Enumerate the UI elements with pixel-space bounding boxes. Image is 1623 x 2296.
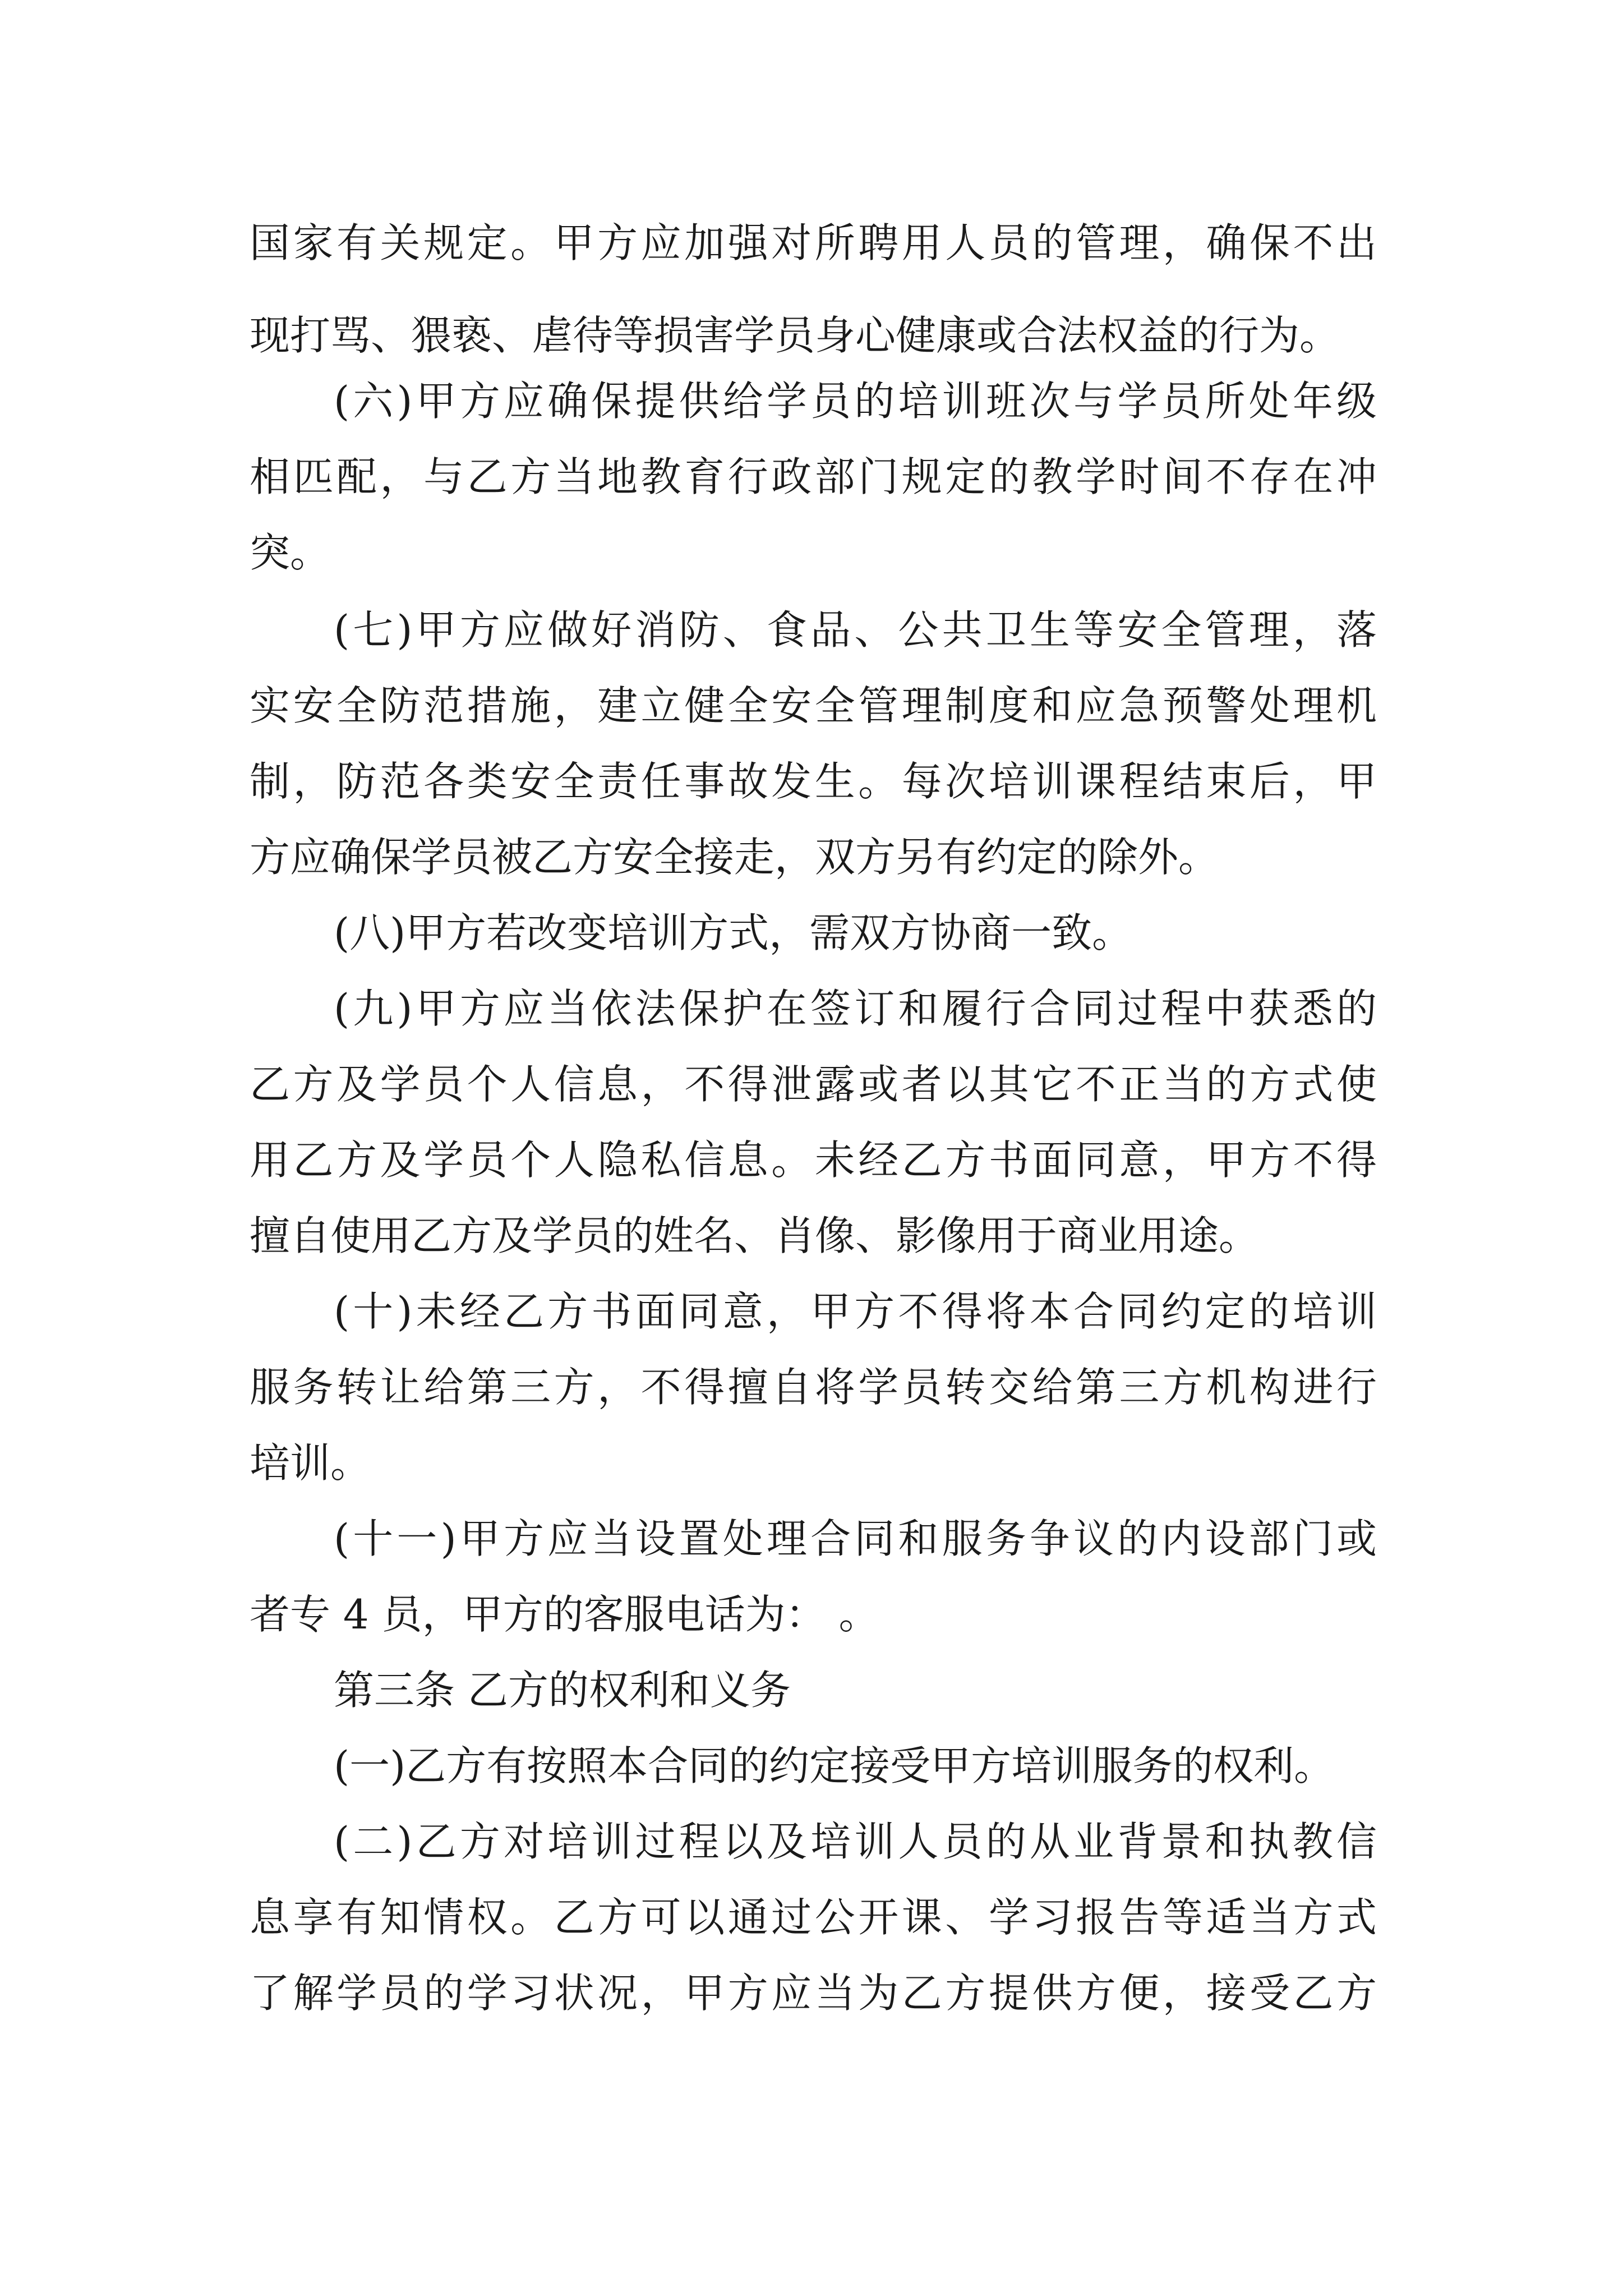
text-line: 者专 4 员，甲方的客服电话为： 。 <box>250 1591 879 1638</box>
text-line: 突。 <box>250 529 331 576</box>
text-line: 相匹配，与乙方当地教育行政部门规定的教学时间不存在冲 <box>250 453 1377 500</box>
text-line: 实安全防范措施，建立健全安全管理制度和应急预警处理机 <box>250 682 1377 729</box>
text-line: 国家有关规定。甲方应加强对所聘用人员的管理，确保不出 <box>250 219 1377 266</box>
text-line: (八)甲方若改变培训方式，需双方协商一致。 <box>334 909 1133 956</box>
text-line: 服务转让给第三方，不得擅自将学员转交给第三方机构进行 <box>250 1364 1377 1411</box>
text-line: (七)甲方应做好消防、食品、公共卫生等安全管理，落 <box>334 606 1377 654</box>
text-line: 培训。 <box>250 1439 371 1487</box>
text-line: 擅自使用乙方及学员的姓名、肖像、影像用于商业用途。 <box>250 1212 1260 1259</box>
text-line: (二)乙方对培训过程以及培训人员的从业背景和执教信 <box>334 1818 1377 1865</box>
text-line: (六)甲方应确保提供给学员的培训班次与学员所处年级 <box>334 378 1377 425</box>
text-line: 现打骂、猥亵、虐待等损害学员身心健康或合法权益的行为。 <box>250 312 1340 359</box>
text-line: (一)乙方有按照本合同的约定接受甲方培训服务的权利。 <box>334 1742 1335 1789</box>
text-line: 制，防范各类安全责任事故发生。每次培训课程结束后，甲 <box>250 758 1377 805</box>
text-line: 方应确保学员被乙方安全接走，双方另有约定的除外。 <box>250 834 1219 881</box>
text-line: 乙方及学员个人信息，不得泄露或者以其它不正当的方式使 <box>250 1061 1377 1108</box>
text-line: (十一)甲方应当设置处理合同和服务争议的内设部门或 <box>334 1515 1377 1562</box>
text-line: (九)甲方应当依法保护在签订和履行合同过程中获悉的 <box>334 985 1377 1032</box>
text-line: (十)未经乙方书面同意，甲方不得将本合同约定的培训 <box>334 1288 1377 1335</box>
text-line: 用乙方及学员个人隐私信息。未经乙方书面同意，甲方不得 <box>250 1137 1377 1184</box>
text-line: 息享有知情权。乙方可以通过公开课、学习报告等适当方式 <box>250 1894 1377 1941</box>
section-heading: 第三条 乙方的权利和义务 <box>334 1667 791 1714</box>
text-line: 了解学员的学习状况，甲方应当为乙方提供方便，接受乙方 <box>250 1970 1377 2017</box>
